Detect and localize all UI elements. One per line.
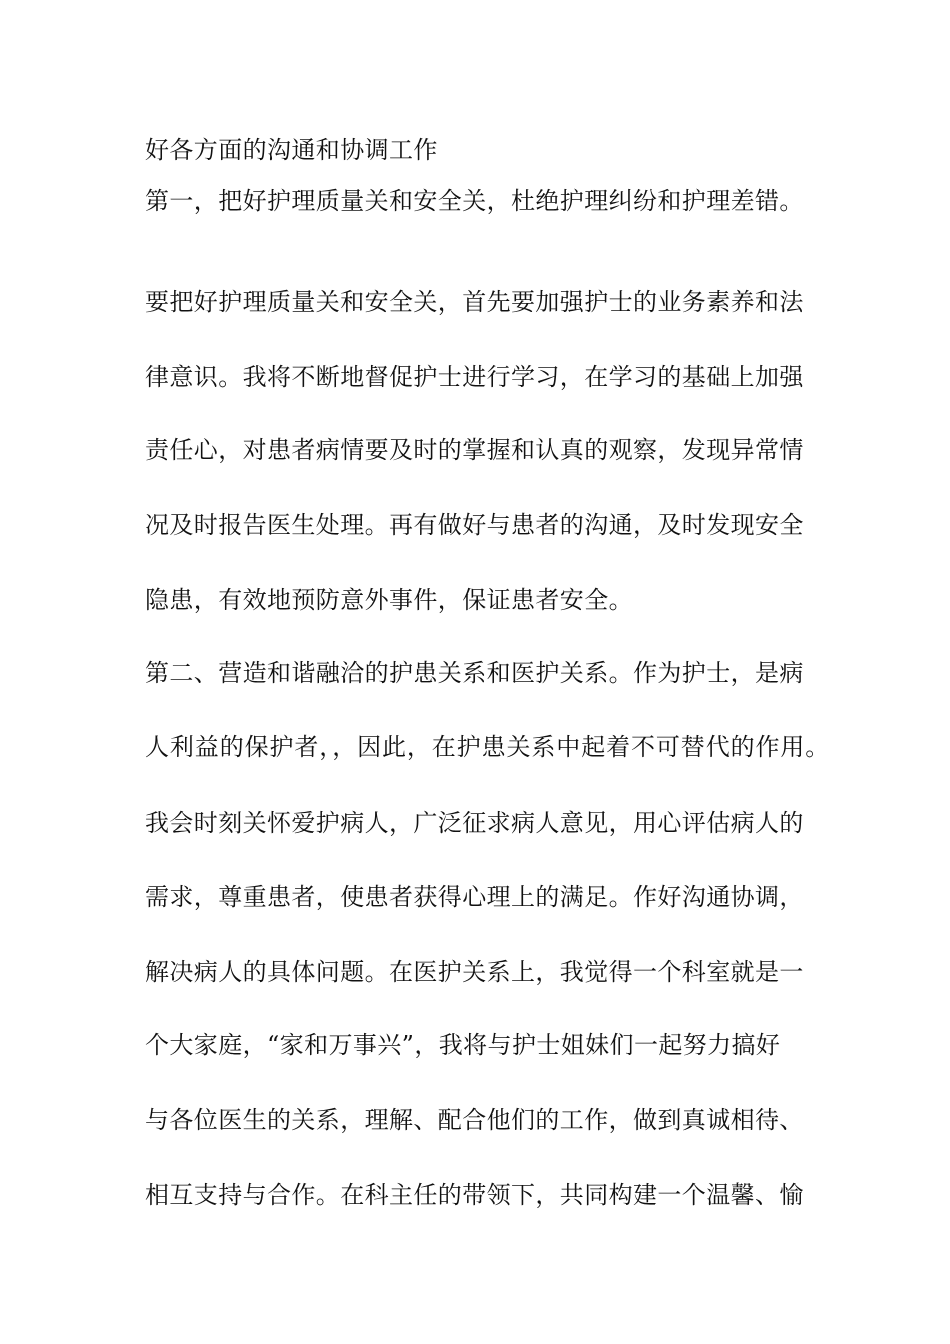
text-line: 好各方面的沟通和协调工作 xyxy=(145,136,438,164)
text-line: 第二、营造和谐融洽的护患关系和医护关系。作为护士，是病 xyxy=(145,659,804,687)
text-line: 需求，尊重患者，使患者获得心理上的满足。作好沟通协调， xyxy=(145,883,804,911)
text-line: 况及时报告医生处理。再有做好与患者的沟通，及时发现安全 xyxy=(145,511,804,539)
text-line: 律意识。我将不断地督促护士进行学习，在学习的基础上加强 xyxy=(145,363,804,391)
text-line: 责任心，对患者病情要及时的掌握和认真的观察，发现异常情 xyxy=(145,436,804,464)
text-line: 相互支持与合作。在科主任的带领下，共同构建一个温馨、愉 xyxy=(145,1181,804,1209)
text-line: 要把好护理质量关和安全关，首先要加强护士的业务素养和法 xyxy=(145,288,804,316)
text-line: 个大家庭，“家和万事兴”，我将与护士姐妹们一起努力搞好 xyxy=(145,1031,781,1059)
text-line: 我会时刻关怀爱护病人，广泛征求病人意见，用心评估病人的 xyxy=(145,809,804,837)
text-line: 第一，把好护理质量关和安全关，杜绝护理纠纷和护理差错。 xyxy=(145,187,804,215)
text-line: 解决病人的具体问题。在医护关系上，我觉得一个科室就是一 xyxy=(145,958,804,986)
text-line: 人利益的保护者，，因此，在护患关系中起着不可替代的作用。 xyxy=(145,733,831,761)
text-line: 与各位医生的关系，理解、配合他们的工作，做到真诚相待、 xyxy=(145,1106,804,1134)
text-line: 隐患，有效地预防意外事件，保证患者安全。 xyxy=(145,586,633,614)
